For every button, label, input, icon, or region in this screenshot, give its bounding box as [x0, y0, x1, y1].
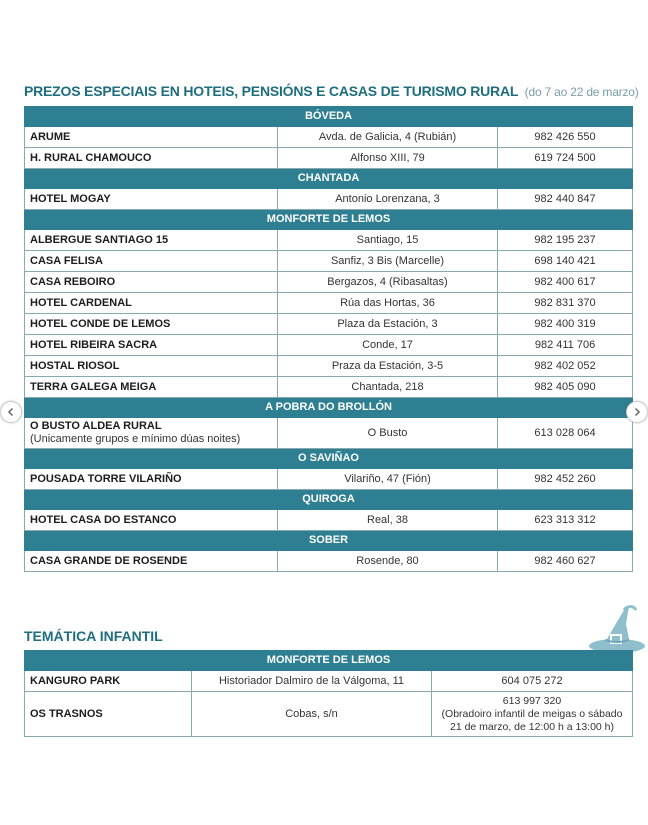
venue-name: KANGURO PARK: [25, 671, 192, 692]
venue-phone-note: 21 de marzo, de 12:00 h a 13:00 h): [449, 720, 615, 733]
table-row: [25, 356, 633, 377]
table-row: [25, 189, 633, 210]
carousel-next-button[interactable]: [626, 401, 648, 423]
venue-name: HOSTAL RIOSOL: [25, 356, 278, 377]
venue-address: O Busto: [278, 418, 498, 449]
section-header: A POBRA DO BROLLÓN: [25, 398, 633, 418]
venue-phone: 623 313 312: [498, 510, 633, 531]
section-header: MONFORTE DE LEMOS: [25, 210, 633, 230]
venue-address: Avda. de Galicia, 4 (Rubián): [278, 127, 498, 148]
venue-phone: 982 440 847: [498, 189, 633, 210]
venue-phone: 619 724 500: [498, 148, 633, 169]
venue-address: Alfonso XIII, 79: [278, 148, 498, 169]
table-row: [25, 148, 633, 169]
venue-address: Cobas, s/n: [192, 692, 432, 737]
venue-address: Conde, 17: [278, 335, 498, 356]
venue-address: Chantada, 218: [278, 377, 498, 398]
table-row: [25, 230, 633, 251]
table-row: [25, 671, 633, 692]
venue-address: Rúa das Hortas, 36: [278, 293, 498, 314]
venue-phone: 982 405 090: [498, 377, 633, 398]
venue-name: CASA FELISA: [25, 251, 278, 272]
table-row: [25, 377, 633, 398]
venue-name: HOTEL CARDENAL: [25, 293, 278, 314]
venue-phone: 982 426 550: [498, 127, 633, 148]
venue-phone: 613 028 064: [498, 418, 633, 449]
venue-note: (Unicamente grupos e mínimo dúas noites): [30, 433, 241, 445]
section-header-row: [25, 107, 633, 127]
venue-name: HOTEL MOGAY: [25, 189, 278, 210]
venue-name: OS TRASNOS: [25, 692, 192, 737]
section-header: SOBER: [25, 531, 633, 551]
section-header-row: [25, 490, 633, 510]
venue-phone: 982 400 617: [498, 272, 633, 293]
table-row: [25, 335, 633, 356]
venue-phone-note: (Obradoiro infantil de meigas o sábado: [441, 707, 623, 720]
table-row: [25, 127, 633, 148]
section-header-row: [25, 169, 633, 189]
table-row: [25, 293, 633, 314]
venue-address: Historiador Dalmiro de la Válgoma, 11: [192, 671, 432, 692]
page-title-main: PREZOS ESPECIAIS EN HOTEIS, PENSIÓNS E CASAS DE TURISMO RURAL: [24, 83, 518, 99]
venue-name: CASA REBOIRO: [25, 272, 278, 293]
hotels-table: [24, 106, 633, 572]
venue-name: HOTEL RIBEIRA SACRA: [25, 335, 278, 356]
venue-name: HOTEL CONDE DE LEMOS: [25, 314, 278, 335]
venue-name: POUSADA TORRE VILARIÑO: [25, 469, 278, 490]
venue-address: Rosende, 80: [278, 551, 498, 572]
venue-name: ALBERGUE SANTIAGO 15: [25, 230, 278, 251]
table-row: [25, 469, 633, 490]
venue-name: TERRA GALEGA MEIGA: [25, 377, 278, 398]
page-title: [24, 83, 644, 99]
chevron-left-icon: [6, 407, 16, 417]
section-header-row: [25, 210, 633, 230]
section-header: MONFORTE DE LEMOS: [25, 651, 633, 671]
section-header: QUIROGA: [25, 490, 633, 510]
section-title-kids: TEMÁTICA INFANTIL: [24, 628, 163, 644]
section-header-row: [25, 531, 633, 551]
chevron-right-icon: [632, 407, 642, 417]
venue-phone-cell: [432, 692, 633, 737]
table-row: [25, 418, 633, 449]
venue-phone: 982 400 319: [498, 314, 633, 335]
section-header-row: [25, 398, 633, 418]
venue-address: Praza da Estación, 3-5: [278, 356, 498, 377]
venue-name: H. RURAL CHAMOUCO: [25, 148, 278, 169]
table-row: [25, 251, 633, 272]
section-header: CHANTADA: [25, 169, 633, 189]
venue-address: Plaza da Estación, 3: [278, 314, 498, 335]
page-title-dates: (do 7 ao 22 de marzo): [524, 85, 639, 99]
carousel-prev-button[interactable]: [0, 401, 22, 423]
table-row: [25, 510, 633, 531]
table-row: [25, 314, 633, 335]
venue-phone: 982 831 370: [498, 293, 633, 314]
venue-name: O BUSTO ALDEA RURAL: [30, 420, 162, 432]
venue-name: HOTEL CASA DO ESTANCO: [25, 510, 278, 531]
section-header-row: [25, 651, 633, 671]
venue-name: ARUME: [25, 127, 278, 148]
section-header: O SAVIÑAO: [25, 449, 633, 469]
table-row: [25, 692, 633, 737]
venue-phone: 982 402 052: [498, 356, 633, 377]
venue-address: Antonio Lorenzana, 3: [278, 189, 498, 210]
kids-table: [24, 650, 633, 737]
venue-phone: 613 997 320: [502, 694, 562, 707]
venue-address: Bergazos, 4 (Ribasaltas): [278, 272, 498, 293]
venue-phone: 604 075 272: [432, 671, 633, 692]
venue-address: Vilariño, 47 (Fión): [278, 469, 498, 490]
venue-phone: 982 460 627: [498, 551, 633, 572]
venue-phone: 698 140 421: [498, 251, 633, 272]
venue-phone: 982 411 706: [498, 335, 633, 356]
venue-address: Sanfiz, 3 Bis (Marcelle): [278, 251, 498, 272]
venue-address: Santiago, 15: [278, 230, 498, 251]
section-header: BÓVEDA: [25, 107, 633, 127]
venue-phone: 982 452 260: [498, 469, 633, 490]
venue-name-cell: [25, 418, 278, 449]
venue-address: Real, 38: [278, 510, 498, 531]
section-header-row: [25, 449, 633, 469]
venue-name: CASA GRANDE DE ROSENDE: [25, 551, 278, 572]
table-row: [25, 551, 633, 572]
table-row: [25, 272, 633, 293]
venue-phone: 982 195 237: [498, 230, 633, 251]
